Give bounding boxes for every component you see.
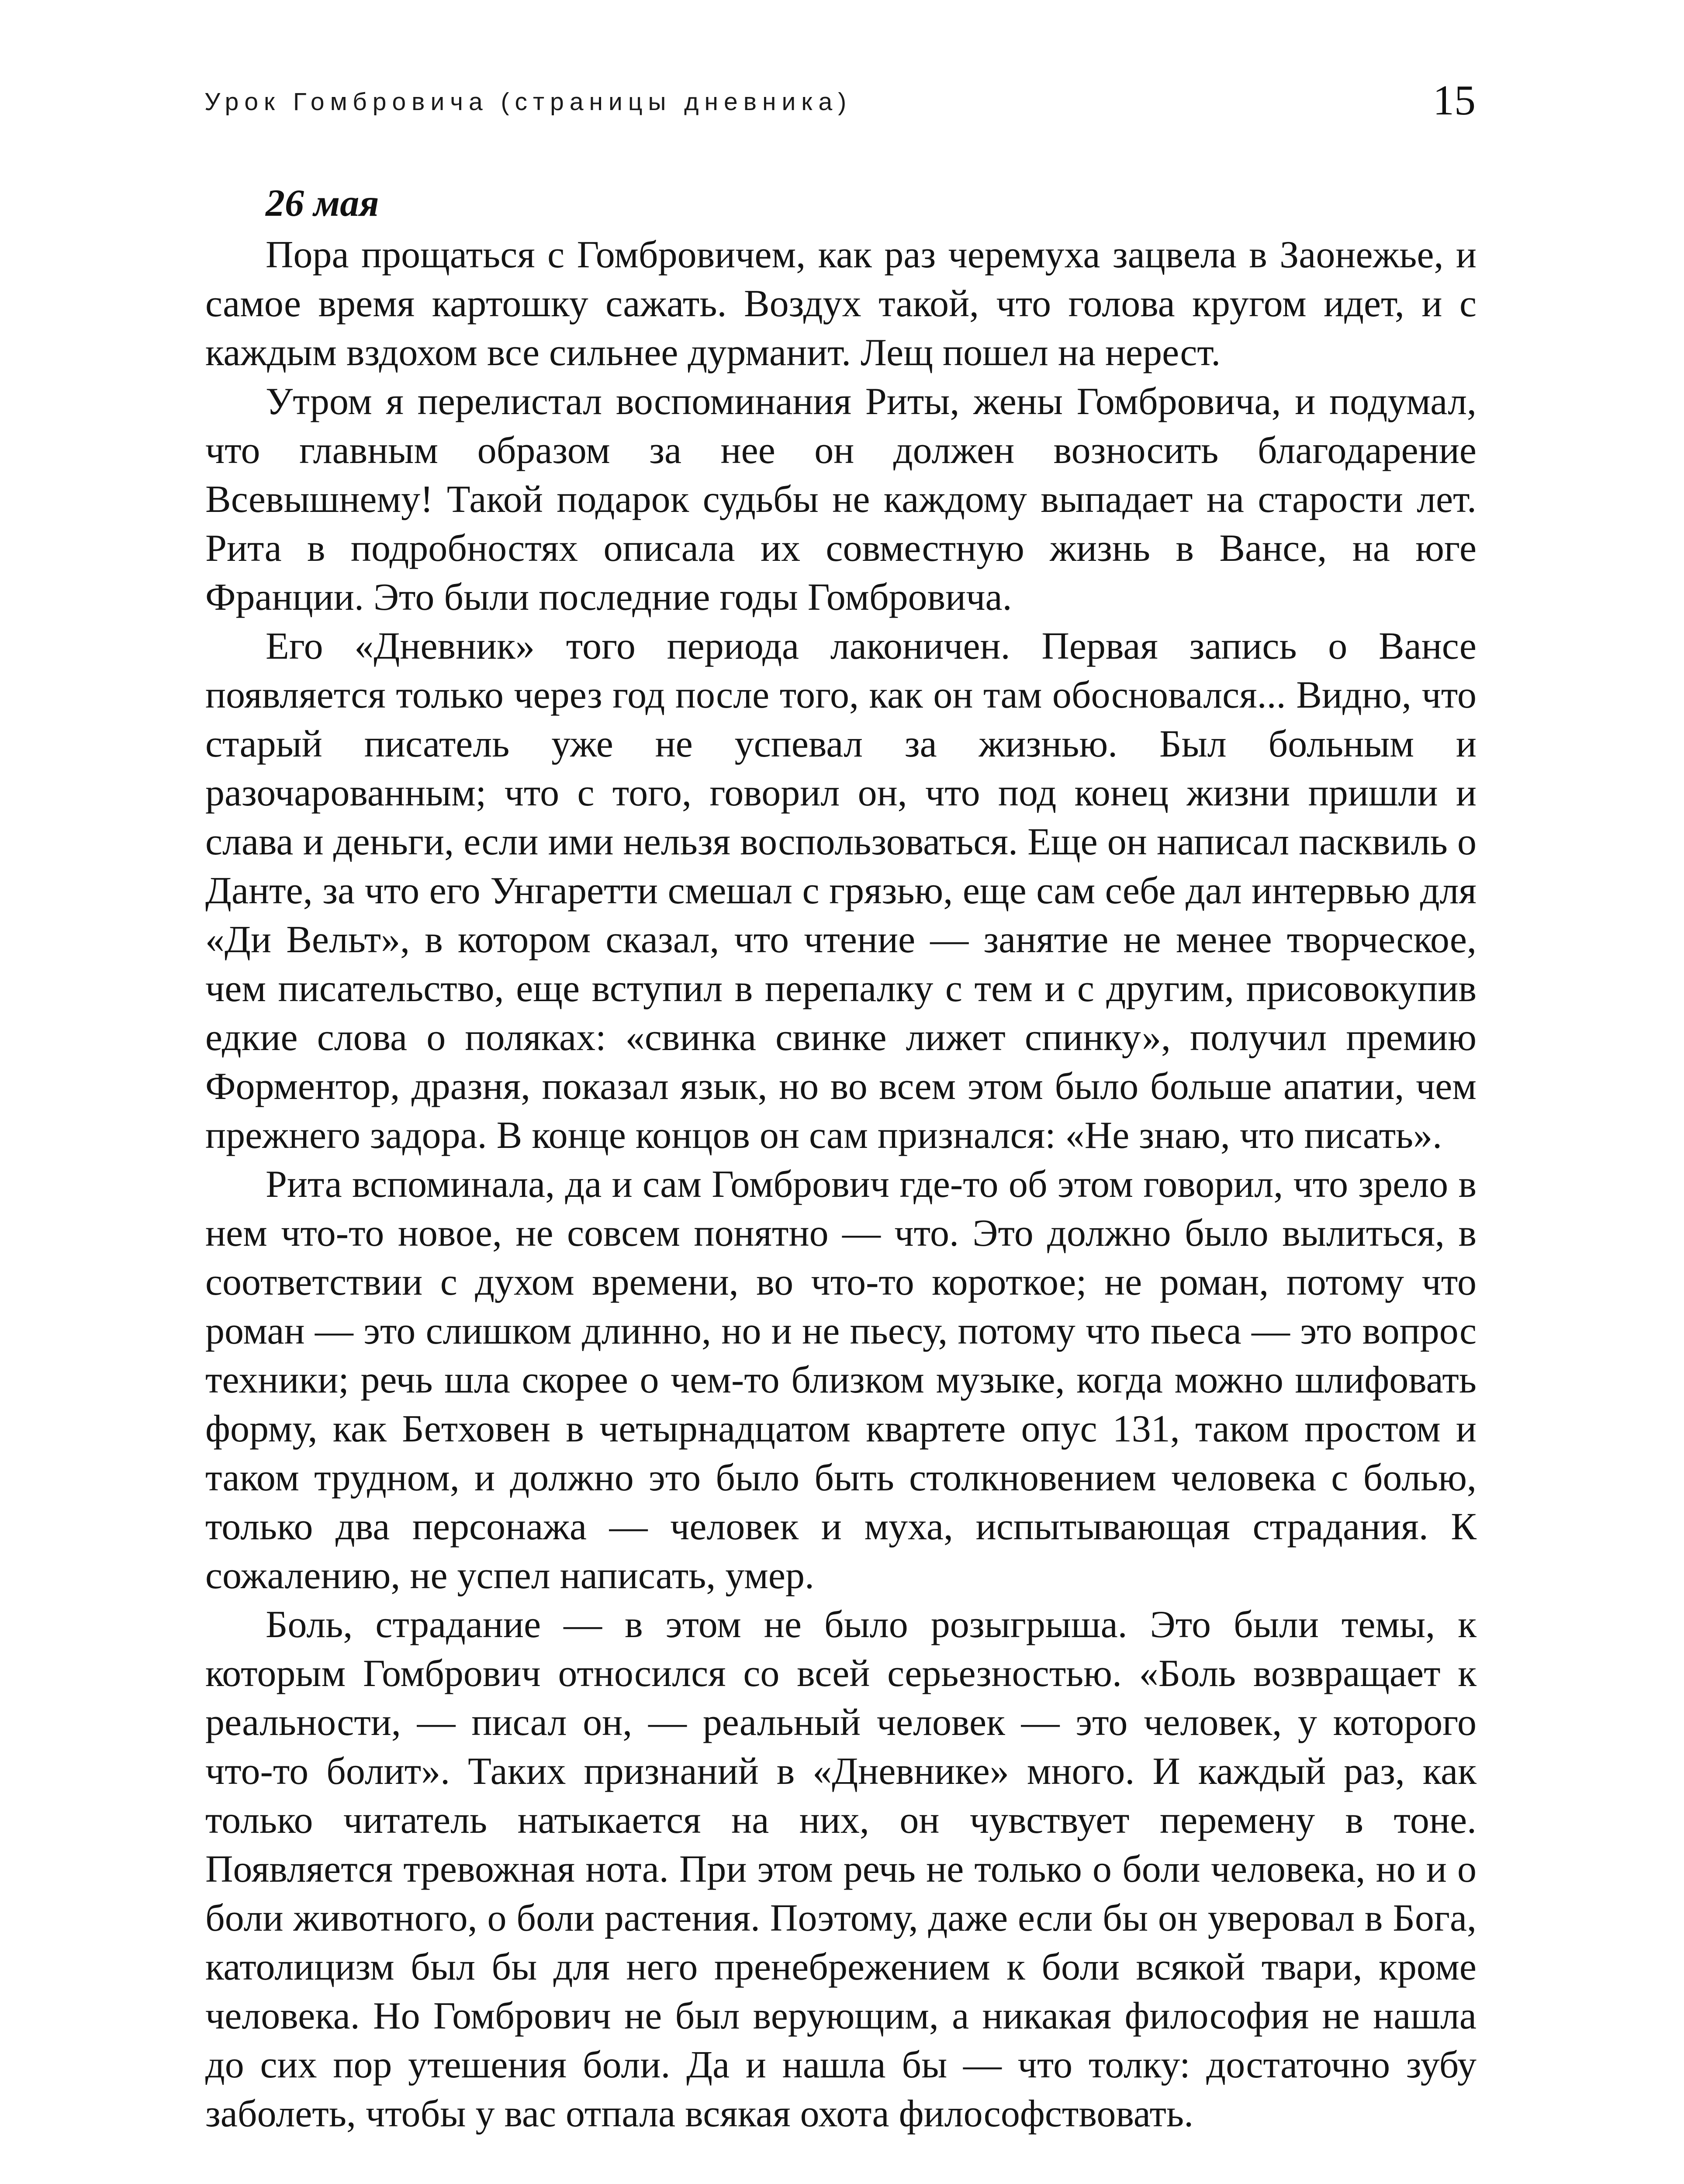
page-number: 15	[1433, 77, 1476, 124]
paragraph: Его «Дневник» того периода лаконичен. Первая запись о Вансе появляется только через год после того, как он там обосновался... Видно, что старый писатель уже не успевал за жизнью. Был больным и разочарованным; что с того, говорил он, что под конец жизни пришли и слава и деньги, если ими нельзя воспользоваться. Еще он написал пасквиль о Данте, за что его Унгаретти смешал с грязью, еще сам себе дал интервью для «Ди Вельт», в котором сказал, что чтение — занятие не менее творческое, чем писательство, еще вступил в перепалку с тем и с другим, присовокупив едкие слова о поляках: «свинка свинке лижет спинку», получил премию Форментор, дразня, показал язык, но во всем этом было больше апатии, чем прежнего задора. В конце концов он сам признался: «Не знаю, что писать».	[205, 625, 1477, 1157]
paragraph: Боль, страдание — в этом не было розыгрыша. Это были темы, к которым Гомбрович относился со всей серьезностью. «Боль возвращает к реальности, — писал он, — реальный человек — это человек, у которого что-то болит». Таких признаний в «Дневнике» много. И каждый раз, как только читатель натыкается на них, он чувствует перемену в тоне. Появляется тревожная нота. При этом речь не только о боли человека, но и о боли животного, о боли растения. Поэтому, даже если бы он уверовал в Бога, католицизм был бы для него пренебрежением к боли всякой твари, кроме человека. Но Гомбрович не был верующим, а никакая философия не нашла до сих пор утешения боли. Да и нашла бы — что толку: достаточно зубу заболеть, чтобы у вас отпала всякая охота философствовать.	[205, 1603, 1477, 2135]
paragraph: Пора прощаться с Гомбровичем, как раз черемуха зацвела в Заонежье, и самое время картошку сажать. Воздух такой, что голова кругом идет, и с каждым вздохом все сильнее дурманит. Лещ пошел на нерест.	[205, 234, 1477, 374]
diary-entry	[205, 179, 1477, 2139]
paragraph: Рита вспоминала, да и сам Гомбрович где-то об этом говорил, что зрело в нем что-то новое, не совсем понятно — что. Это должно было вылиться, в соответствии с духом времени, во что-то короткое; не роман, потому что роман — это слишком длинно, но и не пьесу, потому что пьеса — это вопрос техники; речь шла скорее о чем-то близком музыке, когда можно шлифовать форму, как Бетховен в четырнадцатом квартете опус 131, таком простом и таком трудном, и должно это было быть столкновением человека с болью, только два персонажа — человек и муха, испытывающая страдания. К сожалению, не успел написать, умер.	[205, 1163, 1477, 1597]
paragraph: Утром я перелистал воспоминания Риты, жены Гомбровича, и подумал, что главным образом за нее он должен возносить благодарение Всевышнему! Такой подарок судьбы не каждому выпадает на старости лет. Рита в подробностях описала их совместную жизнь в Вансе, на юге Франции. Это были последние годы Гомбровича.	[205, 380, 1477, 619]
entry-date-heading: 26 мая	[266, 182, 379, 225]
running-header	[204, 74, 1476, 127]
running-title: Урок Гомбровича (страницы дневника)	[204, 88, 852, 116]
